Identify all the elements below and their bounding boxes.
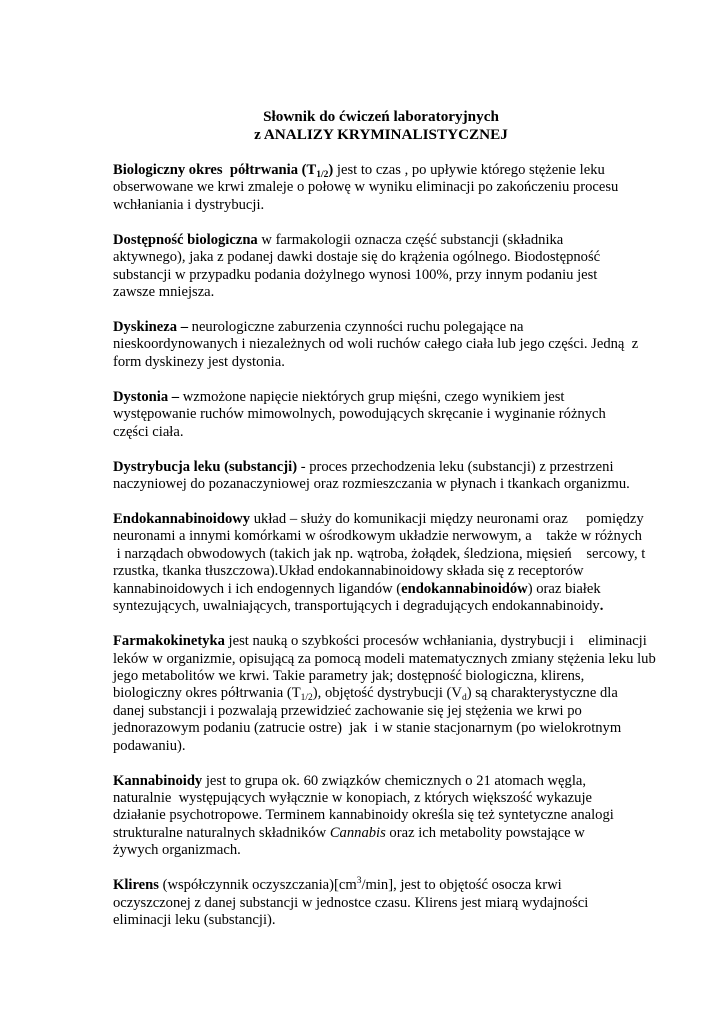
entry-cannabinoids: Kannabinoidy jest to grupa ok. 60 związków chemicznych o 21 atomach węgla, naturalnie występujących wyłącznie w konopiach, z których większość wykazuje działanie psychotropowe. Terminem kannabinoidy określa się też syntetyczne analogi strukturalne naturalnych składników Cannabis oraz ich metabolity powstające w żywych organizmach. [113,772,614,859]
entry-pharmacokinetics: Farmakokinetyka jest nauką o szybkości procesów wchłaniania, dystrybucji i eliminacji leków w organizmie, opisującą za pomocą modeli matematycznych zmiany stężenia leku lub jego metabolitów we krwi. Takie parametry jak; dostępność biologiczna, klirens, biologiczny okres półtrwania $(T_{1/2})$, objętość dystrybucji $(V_d)$ są charakterystyczne dla danej substancji i pozwalają przewidzieć zachowanie się jej stężenia we krwi po jednorazowym podaniu (zatrucie ostre) jak i w stanie stacjonarnym (po wielokrotnym podawaniu). [113,633,656,754]
term-cannabis: Cannabis [329,824,386,841]
entry-half-life: Biologiczny okres półtrwania $(T_{1/2})$ jest to czas , po upływie którego stężenie leku obserwowane we krwi zmaleje o połowę w wyniku eliminacji po zakończeniu procesu wchłaniania i dystrybucji. [113,162,619,213]
entry-dyskinesia: Dyskineza – neurologiczne zaburzenia czynności ruchu polegające na nieskoordynowanych i niezależnych od woli ruchów całego ciała lub jego części. Jedną z form dyskinezy jest dystonia. [113,319,639,370]
term-bioavailability: Dostępność biologiczna [113,231,258,248]
term-pharmacokinetics: Farmakokinetyka [113,633,225,650]
entry-endocannabinoid: Endokannabinoidowy układ – służy do komunikacji między neuronami oraz pomiędzy neuronami a innymi komórkami w ośrodkowym układzie nerwowym, a także w różnych i narządach obwodowych (takich jak np. wątroba, żołądek, śledziona, mięsień sercowy, t rzustka, tkanka tłuszczowa).Układ endokannabinoidowy składa się z receptorów kannabinoidowych i ich endogennych ligandów (endokannabinoidów) oraz białek syntezujących, uwalniających, transportujących i degradujących endokannabinoidy. [113,511,646,615]
term-endocannabinoid: Endokannabinoidowy [113,511,251,528]
title-line-1: Słownik do ćwiczeń laboratoryjnych [263,108,499,125]
term-half-life: Biologiczny okres półtrwania $(T_{1/2})$ [113,162,334,180]
term-dyskinesia: Dyskineza – [113,319,188,336]
title-line-2: z ANALIZY KRYMINALISTYCZNEJ [254,126,508,143]
entry-bioavailability: Dostępność biologiczna w farmakologii oznacza część substancji (składnika aktywnego), jaka z podanej dawki dostaje się do krążenia ogólnego. Biodostępność substancji w przypadku podania dożylnego wynosi 100%, przy innym podaniu jest zawsze mniejsza. [113,231,601,301]
entry-dystonia: Dystonia – wzmożone napięcie niektórych grup mięśni, czego wynikiem jest występowanie ruchów mimowolnych, powodujących skręcanie i wyginanie różnych części ciała. [113,388,606,440]
term-dystonia: Dystonia – [113,388,180,405]
entry-distribution: Dystrybucja leku (substancji) - proces przechodzenia leku (substancji) z przestrzeni naczyniowej do pozanaczyniowej oraz rozmieszczania w płynach i tkankach organizmu. [113,458,630,493]
document-title [113,108,649,144]
document-page [113,108,656,947]
term-clearance: Klirens [113,877,159,894]
term-endocannabinoids: endokannabinoidów [401,580,528,597]
entry-clearance: Klirens (współczynnik $oczyszczania)[cm^3/\min]$, jest to objętość osocza krwi oczyszczonej z danej substancji w jednostce czasu. Klirens jest miarą wydajności eliminacji leku (substancji). [113,876,589,928]
term-cannabinoids: Kannabinoidy [113,772,203,789]
term-distribution: Dystrybucja leku (substancji) [113,458,298,475]
